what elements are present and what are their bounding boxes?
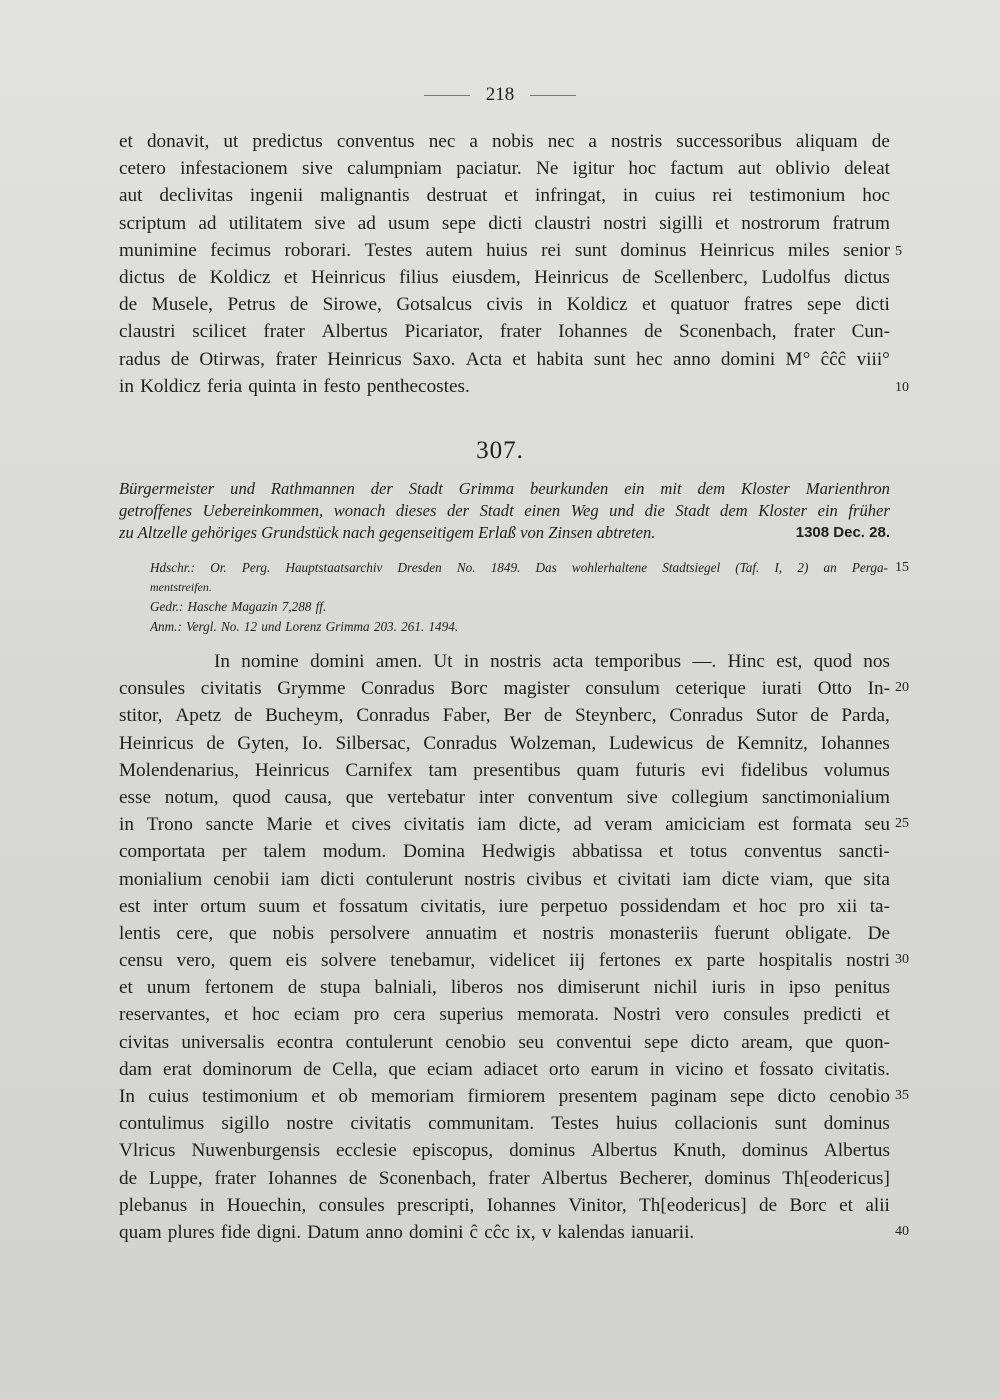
text-line: contulimus sigillo nostre civitatis communitam. Testes huius collacionis sunt dominus [119, 1113, 890, 1135]
text-line: dam erat dominorum de Cella, que eciam adiacet orto earum in vicino et fossato civitatis. [119, 1058, 890, 1080]
regest-line-last [119, 522, 890, 544]
text-line: est inter ortum suum et fossatum civitatis, iure perpetuo possidendam et hoc pro xii ta- [119, 895, 890, 917]
regest-line: Bürgermeister und Rathmannen der Stadt Grimma beurkunden ein mit dem Kloster Marienthron [119, 479, 890, 498]
text-line: stitor, Apetz de Bucheym, Conradus Faber, Ber de Steynberc, Conradus Sutor de Parda, [119, 705, 890, 727]
text-line: cetero infestacionem sive calumpniam paciatur. Ne igitur hoc factum aut oblivio deleat [119, 158, 890, 180]
text-line: comportata per talem modum. Domina Hedwigis abbatissa et totus conventus sancti- [119, 841, 890, 863]
text-line: Vlricus Nuwenburgensis ecclesie episcopus, dominus Albertus Knuth, dominus Albertus [119, 1140, 890, 1162]
text-line: esse notum, quod causa, que vertebatur inter conventum sive collegium sanctimonialium [119, 786, 890, 808]
text-line: munimine fecimus roborari. Testes autem huius rei sunt dominus Heinricus miles senior [119, 239, 890, 261]
line-number: 25 [895, 816, 909, 831]
text-line: Molendenarius, Heinricus Carnifex tam presentibus quam futuris evi fidelibus volumus [119, 759, 890, 781]
note-line: mentstreifen. [150, 579, 212, 594]
header-rule-left [424, 95, 470, 96]
text-line: reservantes, et hoc eciam pro cera superius memorata. Nostri vero consules predicti et [119, 1004, 890, 1026]
page-number: 218 [485, 84, 515, 105]
text-line: Heinricus de Gyten, Io. Silbersac, Conradus Wolzeman, Ludewicus de Kemnitz, Iohannes [119, 732, 890, 754]
text-line: lentis cere, que nobis persolvere annuatim et nostris monasteriis fuerunt obligate. De [119, 922, 890, 944]
line-number: 40 [895, 1224, 909, 1239]
text-line: radus de Otirwas, frater Heinricus Saxo. Acta et habita sunt hec anno domini M° ĉĉĉ viii° [119, 348, 890, 370]
regest-line: getroffenes Uebereinkommen, wonach dieses der Stadt einen Weg und die Stadt dem Kloster ein früher [119, 501, 890, 520]
text-line: in Trono sancte Marie et cives civitatis iam dicte, ad veram amiciciam est formata seu [119, 814, 890, 836]
main-text-block [119, 648, 890, 1246]
document-number: 307. [476, 437, 524, 464]
text-line: scriptum ad utilitatem sive ad usum sepe dicti claustri nostri sigilli et nostrorum fratrum [119, 212, 890, 234]
text-line: civitas universalis econtra contulerunt cenobio seu conventui sepe dicto aream, que quon- [119, 1031, 890, 1053]
text-line: monialium cenobii iam dicti contulerunt nostris civibus et civitati iam dicte viam, que sita [119, 868, 890, 890]
text-line: in Koldicz feria quinta in festo penthecostes. [119, 375, 470, 397]
text-line: consules civitatis Grymme Conradus Borc magister consulum ceterique iurati Otto In- [119, 678, 890, 700]
text-line: In nomine domini amen. Ut in nostris acta temporibus —. Hinc est, quod nos [214, 651, 890, 672]
line-number: 10 [895, 380, 909, 395]
text-line: plebanus in Houechin, consules prescripti, Iohannes Vinitor, Th[eodericus] de Borc et alii [119, 1194, 890, 1216]
text-line: et donavit, ut predictus conventus nec a nobis nec a nostris successoribus aliquam de [119, 131, 890, 152]
regest-text: zu Altzelle gehöriges Grundstück nach gegenseitigem Erlaß von Zinsen abtreten. [119, 523, 656, 542]
text-line: censu vero, quem eis solvere tenebamur, videlicet iij fertones ex parte hospitalis nostri [119, 950, 890, 972]
top-text-block [119, 128, 890, 400]
regest-summary [119, 478, 890, 544]
line-number: 5 [895, 244, 902, 259]
text-line: In cuius testimonium et ob memoriam firmiorem presentem paginam sepe dicto cenobio [119, 1086, 890, 1107]
line-number: 20 [895, 680, 909, 695]
source-notes [150, 558, 888, 636]
line-number: 30 [895, 952, 909, 967]
page-header [0, 84, 1000, 106]
text-line: et unum fertonem de stupa balniali, liberos nos dimiserunt nichil iuris in ipso penitus [119, 977, 890, 999]
header-rule-right [530, 95, 576, 96]
note-line: Hdschr.: Or. Perg. Hauptstaatsarchiv Dresden No. 1849. Das wohlerhaltene Stadtsiegel (Taf. I, 2) an Perga- [150, 560, 888, 575]
text-line: claustri scilicet frater Albertus Picariator, frater Iohannes de Sconenbach, frater Cun- [119, 321, 890, 343]
regest-date: 1308 Dec. 28. [795, 524, 890, 541]
line-number: 35 [895, 1088, 909, 1103]
text-line: quam plures fide digni. Datum anno domini ĉ cĉc ix, v kalendas ianuarii. [119, 1221, 695, 1243]
text-line: de Musele, Petrus de Sirowe, Gotsalcus civis in Koldicz et quatuor fratres sepe dicti [119, 294, 890, 316]
text-line: aut declivitas ingenii malignantis destruat et infringat, in cuius rei testimonium hoc [119, 185, 890, 207]
note-line: Gedr.: Hasche Magazin 7,288 ff. [150, 599, 327, 615]
line-number: 15 [895, 560, 909, 575]
text-line: dictus de Koldicz et Heinricus filius eiusdem, Heinricus de Scellenberc, Ludolfus dictus [119, 266, 890, 288]
text-line: de Luppe, frater Iohannes de Sconenbach, frater Albertus Becherer, dominus Th[eodericus] [119, 1167, 890, 1189]
note-line: Anm.: Vergl. No. 12 und Lorenz Grimma 203. 261. 1494. [150, 618, 459, 634]
